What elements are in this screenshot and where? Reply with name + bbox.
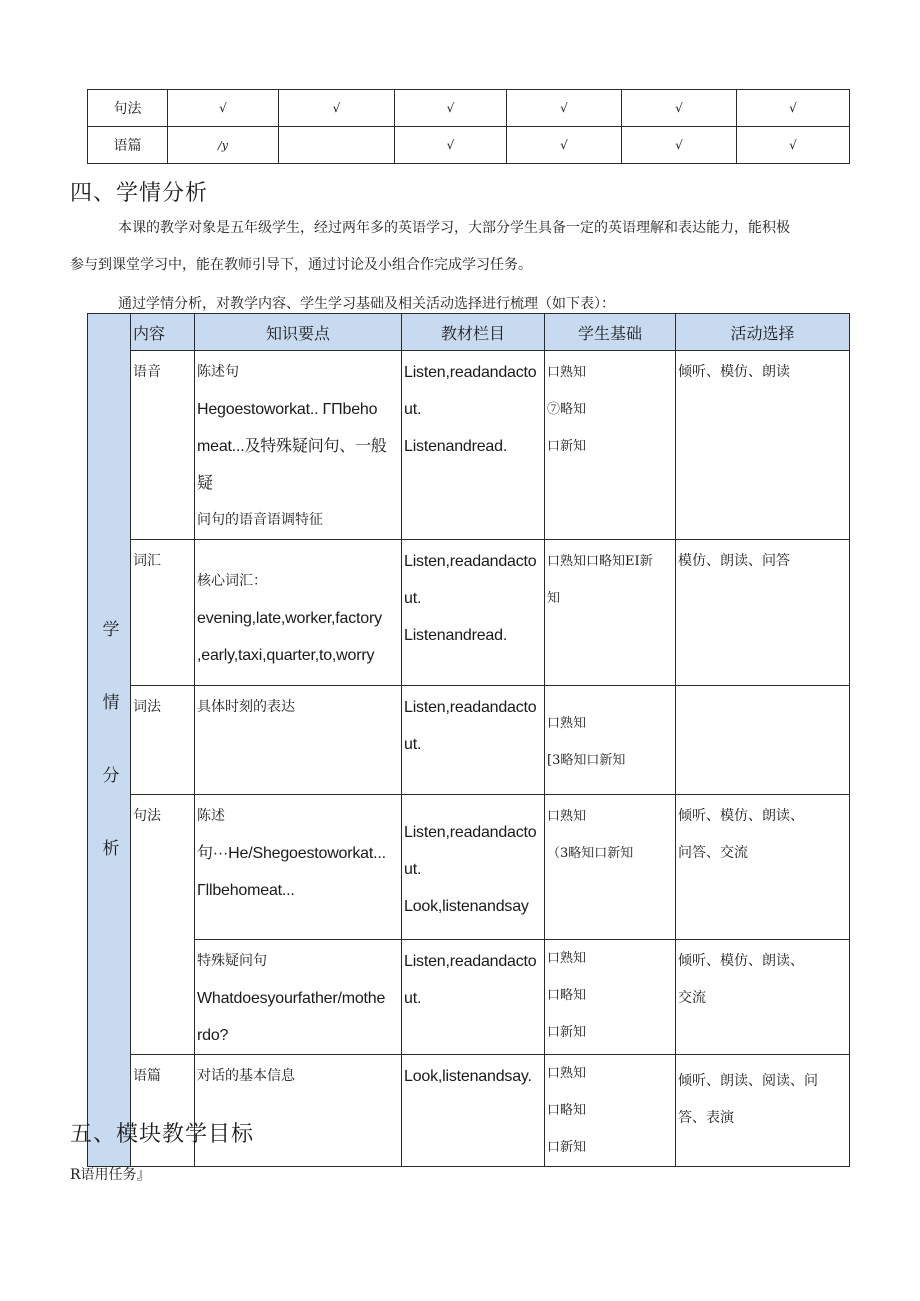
- table-row: [88, 686, 850, 795]
- cell-line: Hegoestoworkat.. ΓΠbeho: [197, 401, 378, 418]
- check-cell: √: [622, 127, 737, 164]
- cell-line: evening,late,worker,factory: [197, 610, 382, 627]
- table-row: [88, 1055, 850, 1167]
- textbook-cell: [402, 686, 545, 795]
- analysis-table: [87, 313, 850, 1167]
- side-char: 情: [102, 693, 120, 713]
- cell-line: 口熟知: [547, 1066, 587, 1081]
- paragraph: [70, 210, 870, 284]
- cell-line: 问答、交流: [678, 845, 748, 861]
- cell-line: Γllbehomeat...: [197, 882, 295, 899]
- paragraph-line: 本课的教学对象是五年级学生，经过两年多的英语学习，大部分学生具备一定的英语理解和表达能力，能积极: [118, 220, 790, 236]
- check-cell: [279, 127, 395, 164]
- check-cell: √: [507, 90, 622, 127]
- basis-cell: [545, 540, 676, 686]
- cell-line: 核心词汇：: [197, 573, 267, 589]
- cell-line: 口新知: [547, 1025, 587, 1040]
- knowledge-cell: [195, 1055, 402, 1167]
- basis-cell: [545, 351, 676, 540]
- knowledge-cell: [195, 540, 402, 686]
- cell-line: [197, 543, 399, 563]
- subheading: R语用任务』: [70, 1167, 151, 1183]
- cell-line: 口熟知: [547, 716, 587, 731]
- cell-line: 口熟知口略知EI新: [547, 554, 653, 569]
- cell-line: ut.: [404, 990, 422, 1007]
- cell-line: 口略知: [547, 1103, 587, 1118]
- table-row: [88, 940, 850, 1055]
- cell-line: 口新知: [547, 1140, 587, 1155]
- cell-line: ut.: [404, 736, 422, 753]
- row-label: 句法: [88, 90, 168, 127]
- basis-cell: [545, 940, 676, 1055]
- table-header-row: [88, 314, 850, 351]
- content-cell: 语音: [131, 351, 195, 540]
- cell-line: 交流: [678, 990, 706, 1006]
- cell-line: Look,listenandsay: [404, 898, 529, 915]
- cell-line: ⑦略知: [547, 402, 587, 417]
- side-char: 析: [102, 839, 120, 859]
- cell-line: 口新知: [547, 439, 587, 454]
- check-cell: √: [168, 90, 279, 127]
- cell-line: 句···He/Shegoestoworkat...: [197, 845, 386, 862]
- cell-line: Listen,readandacto: [404, 699, 537, 716]
- cell-line: 特殊疑问句: [197, 953, 267, 969]
- cell-line: meat...及特殊疑问句、一般疑: [197, 438, 387, 492]
- header-content: 内容: [131, 314, 195, 351]
- activity-cell: [676, 686, 850, 795]
- section-heading: 五、模块教学目标: [70, 1122, 255, 1147]
- cell-line: 问句的语音语调特征: [197, 512, 323, 528]
- cell-line: 陈述句: [197, 364, 239, 380]
- cell-line: ut.: [404, 590, 422, 607]
- cell-line: 对话的基本信息: [197, 1068, 295, 1084]
- basis-cell: [545, 1055, 676, 1167]
- table-row: [88, 127, 850, 164]
- knowledge-cell: [195, 686, 402, 795]
- content-cell: 语篇: [131, 1055, 195, 1167]
- activity-cell: [676, 351, 850, 540]
- check-cell: √: [507, 127, 622, 164]
- cell-line: ut.: [404, 861, 422, 878]
- table-row: [88, 795, 850, 940]
- cell-line: Listen,readandacto: [404, 364, 537, 381]
- knowledge-cell: [195, 351, 402, 540]
- cell-line: Listenandread.: [404, 438, 508, 455]
- cell-line: 倾听、朗读、阅读、问: [678, 1073, 818, 1089]
- header-knowledge: 知识要点: [195, 314, 402, 351]
- skills-table: [87, 89, 850, 164]
- cell-line: 模仿、朗读、问答: [678, 553, 790, 569]
- textbook-cell: [402, 795, 545, 940]
- cell-line: Listen,readandacto: [404, 824, 537, 841]
- knowledge-cell: [195, 795, 402, 940]
- table-row: [88, 351, 850, 540]
- content-cell: 词汇: [131, 540, 195, 686]
- textbook-cell: [402, 351, 545, 540]
- cell-line: [3略知口新知: [547, 753, 626, 768]
- side-char: 分: [102, 766, 120, 786]
- activity-cell: [676, 940, 850, 1055]
- basis-cell: [545, 795, 676, 940]
- section-heading: 四、学情分析: [70, 181, 209, 206]
- check-cell: √: [737, 127, 850, 164]
- check-cell: /y: [168, 127, 279, 164]
- content-cell: 句法: [131, 795, 195, 1055]
- content-cell: 词法: [131, 686, 195, 795]
- activity-cell: [676, 540, 850, 686]
- cell-line: Listen,readandacto: [404, 553, 537, 570]
- header-textbook: 教材栏目: [402, 314, 545, 351]
- row-label: 语篇: [88, 127, 168, 164]
- check-cell: √: [395, 127, 507, 164]
- paragraph: 通过学情分析，对教学内容、学生学习基础及相关活动选择进行梳理（如下表）：: [118, 296, 615, 312]
- cell-line: 倾听、模仿、朗读: [678, 364, 790, 380]
- header-basis: 学生基础: [545, 314, 676, 351]
- cell-line: 口熟知: [547, 365, 587, 380]
- cell-line: Listen,readandacto: [404, 953, 537, 970]
- activity-cell: [676, 795, 850, 940]
- knowledge-cell: [195, 940, 402, 1055]
- header-activity: 活动选择: [676, 314, 850, 351]
- activity-cell: [676, 1055, 850, 1167]
- table-row: [88, 90, 850, 127]
- check-cell: √: [279, 90, 395, 127]
- cell-line: 口熟知: [547, 951, 587, 966]
- cell-line: 答、表演: [678, 1110, 734, 1126]
- cell-line: Listenandread.: [404, 627, 508, 644]
- cell-line: ut.: [404, 401, 422, 418]
- cell-line: 口略知: [547, 988, 587, 1003]
- cell-line: 知: [547, 591, 561, 606]
- cell-line: Whatdoesyourfather/mothe: [197, 990, 386, 1007]
- cell-line: 倾听、模仿、朗读、: [678, 808, 804, 824]
- textbook-cell: [402, 940, 545, 1055]
- cell-line: 口熟知: [547, 809, 587, 824]
- cell-line: 陈述: [197, 808, 225, 824]
- cell-line: Look,listenandsay.: [404, 1068, 532, 1085]
- cell-line: ,early,taxi,quarter,to,worry: [197, 647, 375, 664]
- cell-line: rdo?: [197, 1027, 229, 1044]
- check-cell: √: [395, 90, 507, 127]
- textbook-cell: [402, 1055, 545, 1167]
- basis-cell: [545, 686, 676, 795]
- side-label: [88, 314, 131, 1167]
- paragraph-line: 参与到课堂学习中，能在教师引导下，通过讨论及小组合作完成学习任务。: [70, 257, 532, 273]
- check-cell: √: [622, 90, 737, 127]
- check-cell: √: [737, 90, 850, 127]
- cell-line: （3略知口新知: [547, 846, 634, 861]
- cell-line: [547, 689, 673, 705]
- cell-line: [404, 798, 542, 814]
- cell-line: 具体时刻的表达: [197, 699, 295, 715]
- side-char: 学: [102, 620, 120, 640]
- cell-line: 倾听、模仿、朗读、: [678, 953, 804, 969]
- table-row: [88, 540, 850, 686]
- textbook-cell: [402, 540, 545, 686]
